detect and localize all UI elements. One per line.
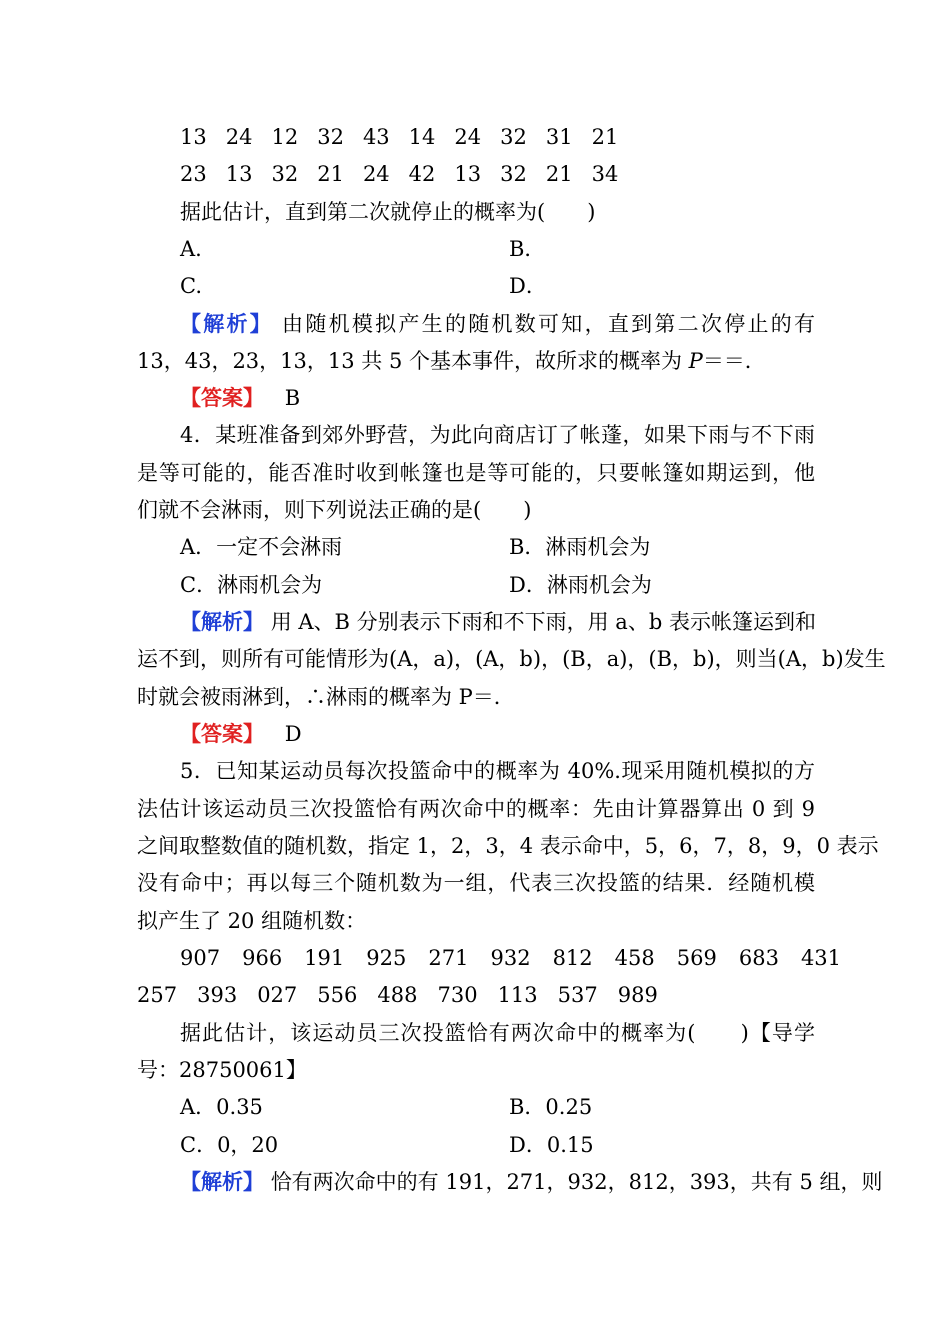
q3-answer-line <box>180 383 815 413</box>
q5-random-number: 458 <box>614 946 655 970</box>
q3-random-number: 13 <box>180 125 207 149</box>
random-number-row-4 <box>137 980 815 1010</box>
q5-options-row-2 <box>180 1130 815 1160</box>
q5-analysis-line-1 <box>180 1167 883 1197</box>
q5-random-number: 393 <box>197 983 238 1007</box>
q3-random-number: 21 <box>545 162 573 186</box>
q4-analysis-text: 用 A、B 分别表示下雨和不下雨，用 a、b 表示帐篷运到和 <box>270 610 816 634</box>
q5-random-number: 683 <box>738 946 779 970</box>
q3-random-number: 34 <box>591 162 619 186</box>
q3-random-number: 32 <box>500 125 527 149</box>
q5-random-number: 966 <box>242 946 283 970</box>
q4-answer: D <box>284 722 302 746</box>
q3-analysis-line-2 <box>137 346 815 376</box>
q3-random-number: 21 <box>591 125 619 149</box>
probability-symbol: P <box>688 349 703 373</box>
q4-option-c: C．淋雨机会为 <box>180 573 323 597</box>
q4-analysis-line-3: 时就会被雨淋到，∴淋雨的概率为 P＝． <box>137 685 515 709</box>
q4-options-row-1 <box>180 532 815 562</box>
q5-random-number: 556 <box>317 983 358 1007</box>
q5-option-a: A．0.35 <box>180 1095 263 1119</box>
question-4-line-1: 4．某班准备到郊外野营，为此向商店订了帐蓬，如果下雨与不下雨 <box>180 423 815 447</box>
q5-random-number: 537 <box>557 983 598 1007</box>
q4-option-b: B．淋雨机会为 <box>509 535 651 559</box>
q3-random-number: 32 <box>317 125 344 149</box>
q5-random-number: 907 <box>180 946 221 970</box>
q5-random-number: 989 <box>617 983 658 1007</box>
q3-random-number: 32 <box>500 162 527 186</box>
q5-options-row-1 <box>180 1092 815 1122</box>
q3-options-row-1 <box>180 234 815 264</box>
q5-analysis-text: 恰有两次命中的有 191，271，932，812，393，共有 5 组，则 <box>270 1170 883 1194</box>
q5-random-number: 113 <box>497 983 538 1007</box>
q3-answer: B <box>284 386 301 410</box>
random-number-row-1 <box>180 122 815 152</box>
q5-random-number: 271 <box>428 946 469 970</box>
question-4-line-2: 是等可能的，能否准时收到帐篷也是等可能的，只要帐篷如期运到，他 <box>137 461 815 485</box>
analysis-tag: 【解析】 <box>180 311 274 336</box>
q4-option-d: D．淋雨机会为 <box>509 573 652 597</box>
question-4-line-3: 们就不会淋雨，则下列说法正确的是( ) <box>137 498 532 522</box>
q3-random-number: 13 <box>454 162 482 186</box>
q4-answer-line <box>180 719 815 749</box>
q5-random-number: 191 <box>304 946 345 970</box>
q3-random-number: 43 <box>362 125 390 149</box>
question-5-prompt-line-1: 据此估计，该运动员三次投篮恰有两次命中的概率为( )【导学 <box>180 1021 815 1045</box>
q3-random-number: 14 <box>408 125 436 149</box>
q4-option-a: A．一定不会淋雨 <box>180 535 343 559</box>
q4-options-row-2 <box>180 570 815 600</box>
q5-random-number: 488 <box>377 983 418 1007</box>
question-5-line-2: 法估计该运动员三次投篮恰有两次命中的概率：先由计算器算出 0 到 9 <box>137 797 815 821</box>
q3-random-number: 42 <box>408 162 436 186</box>
q5-random-number: 730 <box>437 983 478 1007</box>
q5-random-number: 431 <box>800 946 842 970</box>
q3-random-number: 23 <box>180 162 207 186</box>
random-number-row-3 <box>180 943 842 973</box>
q3-option-d: D． <box>509 274 547 298</box>
q4-analysis-line-1 <box>180 607 815 637</box>
question-5-line-5: 拟产生了 20 组随机数： <box>137 909 367 933</box>
q5-option-c: C．0，20 <box>180 1133 279 1157</box>
random-number-row-2 <box>180 159 815 189</box>
q3-options-row-2 <box>180 271 815 301</box>
analysis-tag: 【解析】 <box>180 609 264 634</box>
q3-random-number: 24 <box>454 125 482 149</box>
q3-analysis-text-2: 13，43，23，13，13 共 5 个基本事件，故所求的概率为 <box>137 349 689 373</box>
question-3-prompt: 据此估计，直到第二次就停止的概率为( ) <box>180 200 596 224</box>
question-5-line-1: 5．已知某运动员每次投篮命中的概率为 40%.现采用随机模拟的方 <box>180 759 815 783</box>
q5-random-number: 569 <box>676 946 717 970</box>
q4-analysis-line-2: 运不到，则所有可能情形为(A，a)，(A，b)，(B，a)，(B，b)，则当(A，b)发生 <box>137 647 886 671</box>
q5-random-number: 257 <box>137 983 178 1007</box>
q3-random-number: 24 <box>225 125 253 149</box>
q3-analysis-text-3: ＝＝． <box>702 349 766 373</box>
q5-random-number: 932 <box>490 946 531 970</box>
question-5-prompt-line-2: 号：28750061】 <box>137 1058 307 1082</box>
q5-option-d: D．0.15 <box>509 1133 594 1157</box>
q3-random-number: 12 <box>271 125 299 149</box>
q5-option-b: B．0.25 <box>509 1095 593 1119</box>
q3-random-number: 32 <box>271 162 299 186</box>
q5-random-number: 812 <box>552 946 593 970</box>
answer-tag: 【答案】 <box>180 721 264 746</box>
q3-option-b: B． <box>509 237 546 261</box>
q3-option-c: C. <box>180 274 202 298</box>
q3-random-number: 21 <box>317 162 344 186</box>
q5-random-number: 027 <box>257 983 298 1007</box>
q3-analysis-line-1 <box>180 309 815 339</box>
q3-random-number: 24 <box>362 162 390 186</box>
question-5-line-3: 之间取整数值的随机数，指定 1，2，3，4 表示命中，5，6，7，8，9，0 表示 <box>137 834 879 858</box>
analysis-tag: 【解析】 <box>180 1169 264 1194</box>
q3-random-number: 31 <box>545 125 573 149</box>
q5-random-number: 925 <box>366 946 407 970</box>
q3-option-a: A. <box>180 237 202 261</box>
q3-random-number: 13 <box>225 162 253 186</box>
answer-tag: 【答案】 <box>180 385 264 410</box>
question-5-line-4: 没有命中；再以每三个随机数为一组，代表三次投篮的结果．经随机模 <box>137 871 815 895</box>
q3-analysis-text: 由随机模拟产生的随机数可知，直到第二次停止的有 <box>282 312 816 336</box>
